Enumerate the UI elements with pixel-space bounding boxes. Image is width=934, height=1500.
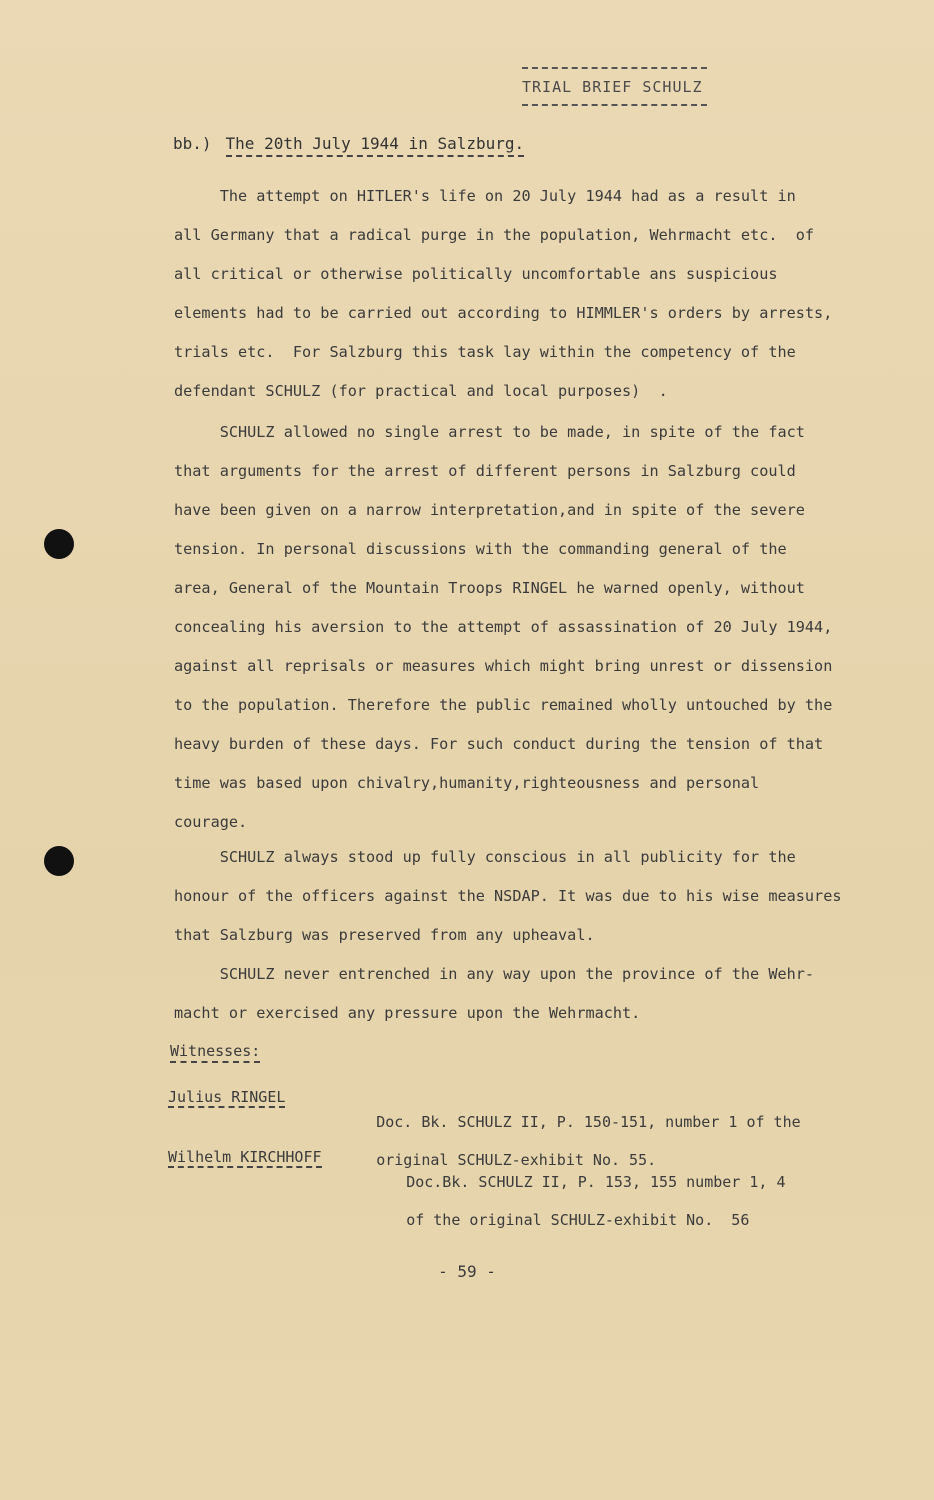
paragraph-line: to the population. Therefore the public remained wholly untouched by the xyxy=(174,696,833,714)
header-rule-top xyxy=(522,67,707,69)
paragraph-line: all critical or otherwise politically uncomfortable ans suspicious xyxy=(174,265,778,283)
punch-hole xyxy=(44,846,74,876)
reference-line: Doc. Bk. SCHULZ II, P. 150-151, number 1 of the xyxy=(376,1113,801,1131)
witness-name: Julius RINGEL xyxy=(168,1088,286,1106)
section-number: bb.) xyxy=(173,134,212,153)
paragraph-line: all Germany that a radical purge in the population, Wehrmacht etc. of xyxy=(174,226,815,244)
paragraph-line: heavy burden of these days. For such conduct during the tension of that xyxy=(174,735,824,753)
paragraph-line: SCHULZ never entrenched in any way upon the province of the Wehr- xyxy=(174,965,815,983)
paragraph-line: The attempt on HITLER's life on 20 July 1944 had as a result in xyxy=(174,187,796,205)
paragraph-line: courage. xyxy=(174,813,248,831)
paragraph-2 xyxy=(174,413,874,842)
paragraph-line: have been given on a narrow interpretation,and in spite of the severe xyxy=(174,501,805,519)
paragraph-line: trials etc. For Salzburg this task lay within the competency of the xyxy=(174,343,796,361)
paragraph-1 xyxy=(174,177,874,411)
paragraph-line: that arguments for the arrest of different persons in Salzburg could xyxy=(174,462,796,480)
witnesses-heading: Witnesses: xyxy=(170,1042,260,1063)
paragraph-line: elements had to be carried out according to HIMMLER's orders by arrests, xyxy=(174,304,833,322)
paragraph-line: that Salzburg was preserved from any upheaval. xyxy=(174,926,595,944)
paragraph-line: time was based upon chivalry,humanity,righteousness and personal xyxy=(174,774,760,792)
page-number: - 59 - xyxy=(438,1262,496,1281)
paragraph-line: honour of the officers against the NSDAP. It was due to his wise measures xyxy=(174,887,842,905)
reference-line: original SCHULZ-exhibit No. 55. xyxy=(376,1151,657,1169)
witness-name: Wilhelm KIRCHHOFF xyxy=(168,1148,322,1166)
paragraph-3 xyxy=(174,838,874,955)
paragraph-line: tension. In personal discussions with the commanding general of the xyxy=(174,540,787,558)
section-heading xyxy=(173,134,524,157)
header-rule-bottom xyxy=(522,104,707,106)
punch-hole xyxy=(44,529,74,559)
reference-line: of the original SCHULZ-exhibit No. 56 xyxy=(406,1211,750,1229)
paragraph-4 xyxy=(174,955,874,1033)
paragraph-line: area, General of the Mountain Troops RINGEL he warned openly, without xyxy=(174,579,805,597)
section-title: The 20th July 1944 in Salzburg. xyxy=(226,134,525,157)
paragraph-line: SCHULZ allowed no single arrest to be made, in spite of the fact xyxy=(174,423,805,441)
witness-reference xyxy=(352,1154,785,1249)
reference-line: Doc.Bk. SCHULZ II, P. 153, 155 number 1, 4 xyxy=(406,1173,786,1191)
paragraph-line: SCHULZ always stood up fully conscious in all publicity for the xyxy=(174,848,796,866)
paragraph-line: macht or exercised any pressure upon the Wehrmacht. xyxy=(174,1004,641,1022)
paragraph-line: defendant SCHULZ (for practical and local purposes) . xyxy=(174,382,668,400)
paragraph-line: against all reprisals or measures which might bring unrest or dissension xyxy=(174,657,833,675)
header-title: TRIAL BRIEF SCHULZ xyxy=(522,78,703,96)
paragraph-line: concealing his aversion to the attempt of assassination of 20 July 1944, xyxy=(174,618,833,636)
